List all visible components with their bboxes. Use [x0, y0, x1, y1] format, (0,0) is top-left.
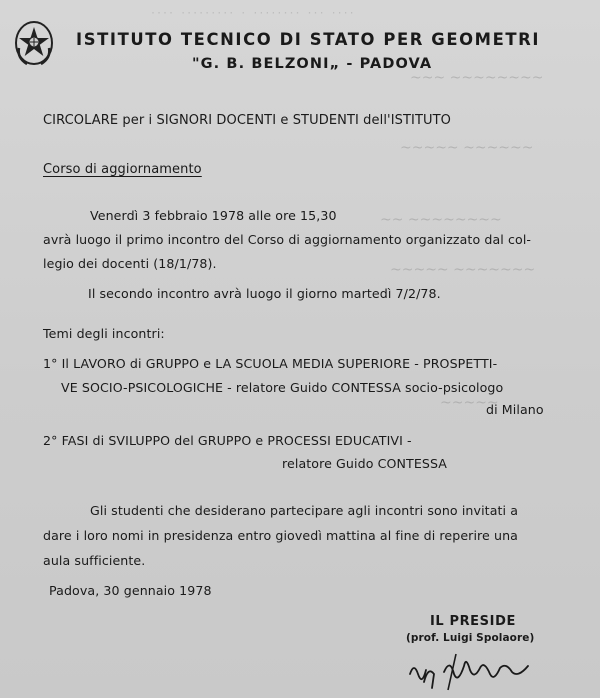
circular-recipients: CIRCOLARE per i SIGNORI DOCENTI e STUDENTI dell'ISTITUTO	[43, 113, 452, 128]
topic-2-line: 2° FASI di SVILUPPO del GRUPPO e PROCESSI EDUCATIVI -	[43, 433, 412, 448]
signatory-title: IL PRESIDE	[430, 614, 516, 629]
bleed-through-handwriting: ~~~ ~~~~~~~~	[410, 70, 544, 86]
signatory-name: (prof. Luigi Spolaore)	[406, 632, 535, 644]
topics-heading: Temi degli incontri:	[43, 326, 165, 341]
bleed-through-text: ···· ········· · ········ ··· ····	[150, 8, 355, 19]
italian-republic-emblem-icon	[13, 18, 55, 68]
body-line: legio dei docenti (18/1/78).	[43, 256, 217, 271]
institute-subtitle: "G. B. BELZONI„ - PADOVA	[192, 56, 433, 72]
institute-title: ISTITUTO TECNICO DI STATO PER GEOMETRI	[76, 30, 541, 49]
topic-1-line: VE SOCIO-PSICOLOGICHE - relatore Guido CONTESSA socio-psicologo	[61, 380, 504, 395]
bleed-through-handwriting: ~~~~~ ~~~~~~~	[390, 262, 536, 278]
bleed-through-handwriting: ~~~~~ ~~~~~~	[400, 140, 534, 156]
bleed-through-handwriting: ~~~~~	[440, 395, 499, 411]
closing-line: aula sufficiente.	[43, 553, 146, 568]
topic-2-line: relatore Guido CONTESSA	[282, 456, 448, 471]
bleed-through-handwriting: ~~ ~~~~~~~~	[380, 212, 502, 228]
handwritten-signature-icon	[404, 644, 554, 694]
topic-1-line: 1° Il LAVORO di GRUPPO e LA SCUOLA MEDIA SUPERIORE - PROSPETTI-	[43, 356, 498, 371]
topic-1-line: di Milano	[486, 402, 544, 417]
subject-heading: Corso di aggiornamento	[43, 162, 202, 177]
closing-line: dare i loro nomi in presidenza entro giovedì mattina al fine di reperire una	[43, 528, 518, 543]
body-line: Il secondo incontro avrà luogo il giorno martedì 7/2/78.	[88, 286, 441, 301]
place-and-date: Padova, 30 gennaio 1978	[49, 583, 212, 598]
body-line: avrà luogo il primo incontro del Corso di aggiornamento organizzato dal col-	[43, 232, 532, 247]
body-line: Venerdì 3 febbraio 1978 alle ore 15,30	[90, 208, 337, 223]
closing-line: Gli studenti che desiderano partecipare agli incontri sono invitati a	[90, 503, 519, 518]
